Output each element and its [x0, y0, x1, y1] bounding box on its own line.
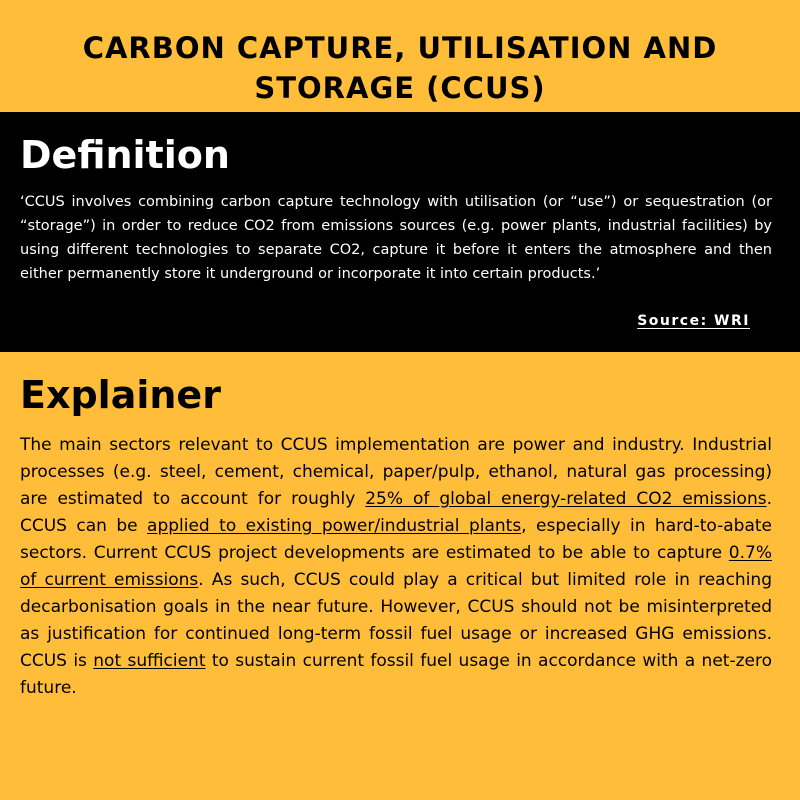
header-band — [0, 0, 800, 112]
definition-source: Source: WRI — [637, 313, 750, 329]
explainer-text-segment: to sustain current fossil fuel usage in accordance with a net-zero future. — [20, 651, 772, 698]
explainer-link-existing-plants[interactable]: applied to existing power/industrial plants — [147, 516, 522, 536]
explainer-heading: Explainer — [20, 373, 221, 417]
explainer-section — [0, 352, 800, 800]
definition-heading: Definition — [20, 133, 230, 177]
explainer-link-global-emissions[interactable]: 25% of global energy-related CO2 emissions — [365, 489, 767, 509]
explainer-text-segment: . CCUS can be — [20, 489, 772, 536]
explainer-text-segment: , especially in hard-to-abate sectors. Current CCUS project developments are estimated to be able to capture — [20, 516, 772, 563]
definition-text: ‘CCUS involves combining carbon capture technology with utilisation (or “use”) or sequestration (or “storage”) in order to reduce CO2 from emissions sources (e.g. power plants, industrial facilities) by using different technologies to separate CO2, capture it before it enters the atmosphere and then either permanently store it underground or incorporate it into certain products.’ — [20, 194, 772, 282]
explainer-link-current-emissions[interactable]: 0.7% of current emissions — [20, 543, 772, 590]
page-title: CARBON CAPTURE, UTILISATION AND STORAGE (CCUS) — [82, 31, 718, 105]
explainer-text-segment: . As such, CCUS could play a critical but limited role in reaching decarbonisation goals in the near future. However, CCUS should not be misinterpreted as justification for continued long-term fossil fuel usage or increased GHG emissions. CCUS is — [20, 570, 772, 671]
explainer-text — [20, 432, 772, 702]
explainer-link-not-sufficient[interactable]: not sufficient — [93, 651, 206, 671]
explainer-text-segment: The main sectors relevant to CCUS implementation are power and industry. Industrial processes (e.g. steel, cement, chemical, paper/pulp, ethanol, natural gas processing) are estimated to account for roughly — [20, 435, 772, 509]
definition-panel — [0, 112, 800, 352]
